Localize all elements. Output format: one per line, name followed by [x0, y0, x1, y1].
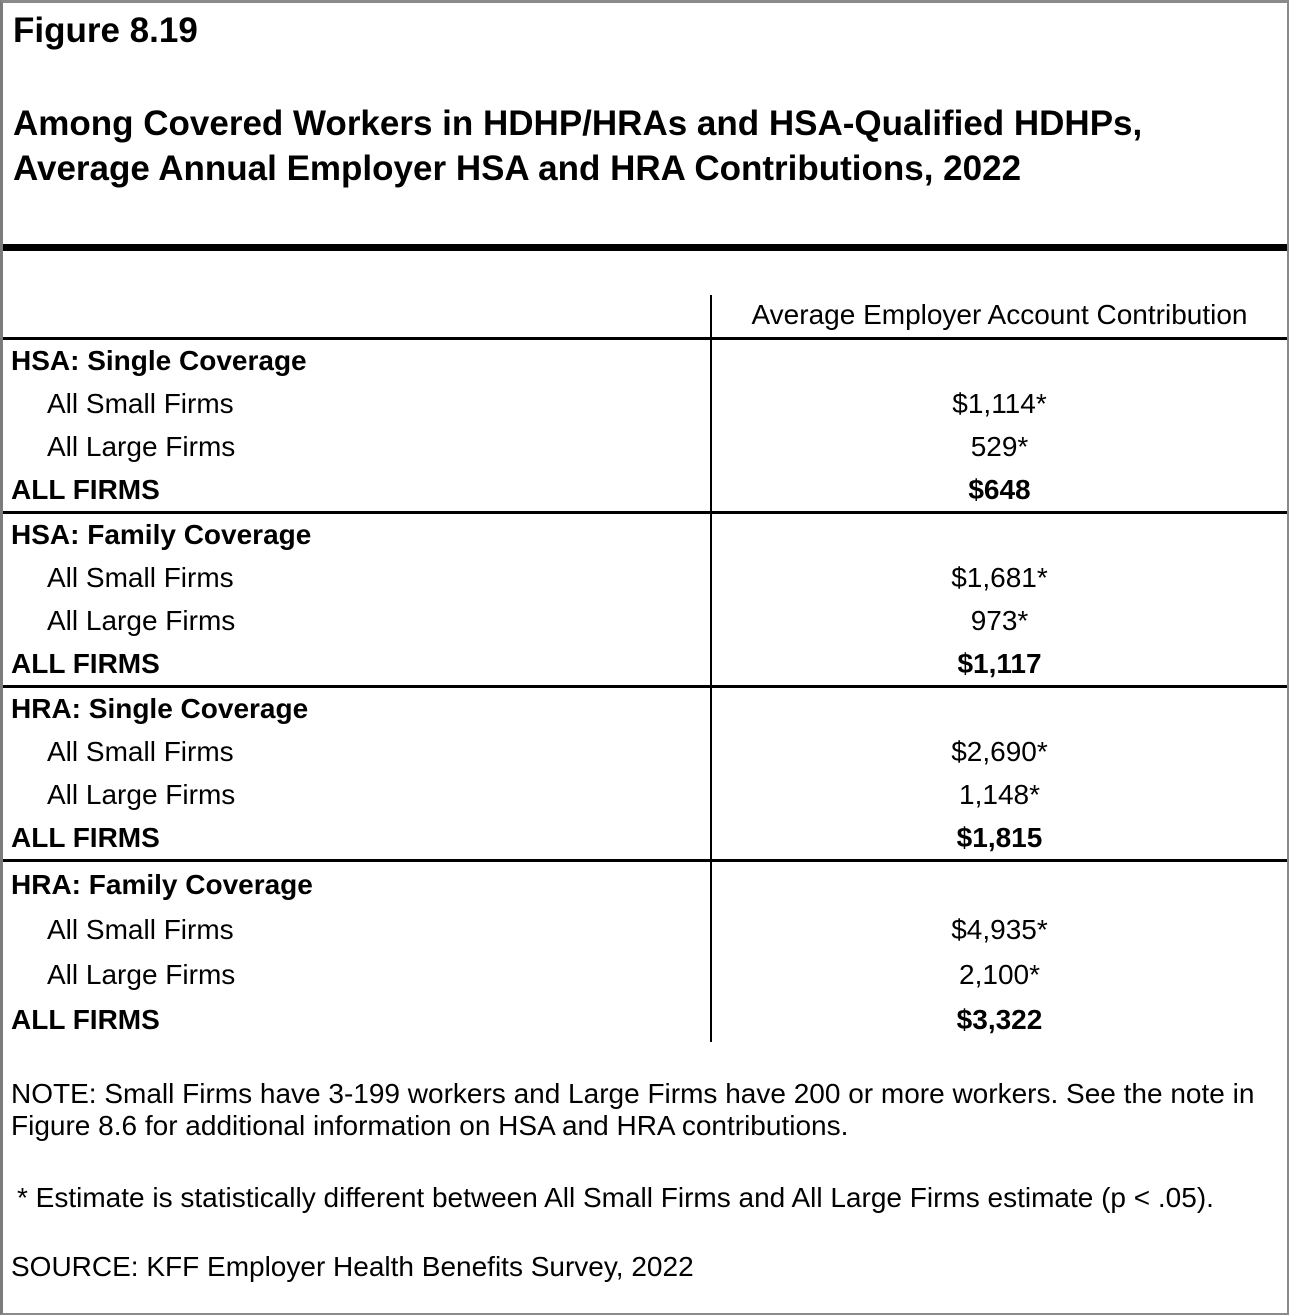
table-row-total	[3, 642, 1287, 685]
table-row-total	[3, 468, 1287, 511]
row-value: $1,681*	[951, 562, 1048, 594]
table-row-total	[3, 816, 1287, 859]
row-value: $1,815	[956, 821, 1043, 853]
table-row	[3, 774, 1287, 817]
value-column-divider	[710, 295, 712, 1042]
data-table	[3, 251, 1287, 1042]
table-row	[3, 600, 1287, 643]
table-section-hsa-family	[3, 514, 1287, 685]
table-row-total	[3, 997, 1287, 1042]
row-label: ALL FIRMS	[11, 1003, 160, 1035]
row-value: $4,935*	[951, 913, 1048, 945]
row-label: All Large Firms	[47, 778, 236, 810]
value-column-header: Average Employer Account Contribution	[751, 299, 1248, 330]
row-label: All Small Firms	[47, 913, 234, 945]
section-header-row	[3, 514, 1287, 557]
title-divider-rule	[3, 244, 1287, 251]
table-row	[3, 907, 1287, 952]
row-value: $1,114*	[952, 388, 1047, 420]
row-label: All Small Firms	[47, 562, 234, 594]
table-row	[3, 952, 1287, 997]
figure-number: Figure 8.19	[13, 11, 198, 50]
row-value: $1,117	[957, 647, 1042, 679]
row-value: $648	[968, 473, 1031, 505]
table-section-hra-single	[3, 688, 1287, 859]
table-row	[3, 426, 1287, 469]
page-title	[13, 101, 1287, 191]
section-header-label: HRA: Single Coverage	[11, 693, 309, 725]
footnotes	[3, 1078, 1287, 1283]
row-label: All Small Firms	[47, 736, 234, 768]
row-label: ALL FIRMS	[11, 821, 160, 853]
section-header-label: HSA: Family Coverage	[11, 519, 312, 551]
section-header-label: HSA: Single Coverage	[11, 345, 307, 377]
section-header-row	[3, 688, 1287, 731]
row-label: ALL FIRMS	[11, 473, 160, 505]
table-row	[3, 557, 1287, 600]
table-header-row	[3, 251, 1287, 337]
row-value: 1,148*	[959, 778, 1040, 810]
row-value: $2,690*	[951, 736, 1048, 768]
row-value: $3,322	[956, 1003, 1043, 1035]
table-row	[3, 731, 1287, 774]
section-header-row	[3, 340, 1287, 383]
row-value: 2,100*	[959, 958, 1040, 990]
row-value: 529*	[970, 430, 1029, 462]
section-header-label: HRA: Family Coverage	[11, 868, 313, 900]
row-label: ALL FIRMS	[11, 647, 160, 679]
row-label: All Large Firms	[47, 430, 236, 462]
row-value: 973*	[970, 604, 1029, 636]
row-label: All Large Firms	[47, 604, 236, 636]
page-title-line-2: Average Annual Employer HSA and HRA Contributions, 2022	[13, 149, 1022, 188]
section-header-row	[3, 862, 1287, 907]
asterisk-note-text: * Estimate is statistically different between All Small Firms and All Large Firms estimate (p < .05).	[17, 1182, 1214, 1213]
row-label: All Large Firms	[47, 958, 236, 990]
source-text: SOURCE: KFF Employer Health Benefits Survey, 2022	[11, 1251, 694, 1282]
row-label: All Small Firms	[47, 388, 234, 420]
page-title-line-1: Among Covered Workers in HDHP/HRAs and HSA-Qualified HDHPs,	[13, 104, 1143, 143]
table-section-hra-family	[3, 862, 1287, 1042]
note-text: NOTE: Small Firms have 3-199 workers and Large Firms have 200 or more workers. See the note in Figure 8.6 for additional information on HSA and HRA contributions.	[11, 1078, 1255, 1141]
table-row	[3, 383, 1287, 426]
table-section-hsa-single	[3, 340, 1287, 511]
